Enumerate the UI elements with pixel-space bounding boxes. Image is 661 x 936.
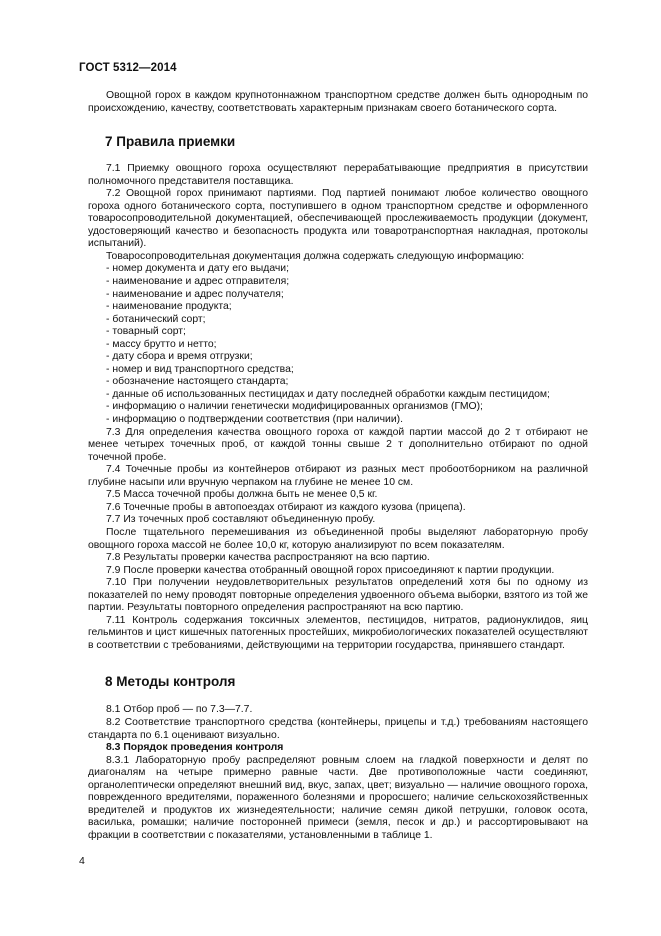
clause-7-2: 7.2 Овощной горох принимают партиями. Под партией понимают любое количество овощного гороха одного ботанического сорта, поступившего в одном транспортном средстве и оформленного товаросопроводительной документацией, обеспечивающей прослеживаемость продукции (документ, удостоверяющий качество и безопасность продукта или товаротранспортная накладная, протоколы испытаний).	[88, 188, 588, 250]
list-item: - данные об использованных пестицидах и дату последней обработки каждым пестицидом;	[106, 388, 550, 400]
document-code-header: ГОСТ 5312—2014	[79, 62, 177, 74]
clause-7-7: 7.7 Из точечных проб составляют объединенную пробу.	[106, 514, 376, 526]
clause-7-4: 7.4 Точечные пробы из контейнеров отбирают из разных мест пробоотборником на различной глубине насыпи или вручную черпаком на глубине не менее 10 см.	[88, 464, 588, 488]
clause-7-10: 7.10 При получении неудовлетворительных результатов определений хотя бы по одному из показателей по нему проводят повторные определения удвоенного объема выборки, взятого из той же партии. Результаты повторного определения распространяют на всю партию.	[88, 577, 588, 614]
intro-paragraph: Овощной горох в каждом крупнотоннажном транспортном средстве должен быть однородным по происхождению, качеству, соответствовать характерным признакам своего ботанического сорта.	[88, 90, 588, 114]
list-item: - информацию о подтверждении соответствия (при наличии).	[106, 414, 403, 426]
list-item: - ботанический сорт;	[106, 313, 206, 325]
clause-7-1: 7.1 Приемку овощного гороха осуществляют перерабатывающие предприятия в присутствии полномочного представителя поставщика.	[88, 163, 588, 187]
clause-7-6: 7.6 Точечные пробы в автопоездах отбирают из каждого кузова (прицепа).	[106, 501, 466, 513]
list-item: - наименование и адрес отправителя;	[106, 276, 290, 288]
clause-8-3-heading: 8.3 Порядок проведения контроля	[106, 742, 284, 754]
list-item: - дату сбора и время отгрузки;	[106, 351, 253, 363]
documentation-list	[88, 263, 588, 426]
list-item: - массу брутто и нетто;	[106, 338, 217, 350]
list-item: - наименование продукта;	[106, 301, 232, 313]
clause-7-7-continued: После тщательного перемешивания из объединенной пробы выделяют лабораторную пробу овощного гороха массой не более 10,0 кг, которую анализируют по всем показателям.	[88, 526, 588, 551]
list-item: - номер документа и дату его выдачи;	[106, 263, 289, 275]
clause-7-5: 7.5 Масса точечной пробы должна быть не менее 0,5 кг.	[106, 489, 378, 501]
clause-7-11: 7.11 Контроль содержания токсичных элементов, пестицидов, нитратов, радионуклидов, яиц гельминтов и цист кишечных патогенных простейших, микробиологических показателей осуществляют в соответствии с требованиями, действующими на территории государства, принявшего стандарт.	[88, 614, 588, 651]
clause-8-2: 8.2 Соответствие транспортного средства (контейнеры, прицепы и т.д.) требованиям настоящего стандарта по 6.1 оценивают визуально.	[88, 716, 588, 741]
clause-7-8: 7.8 Результаты проверки качества распространяют на всю партию.	[106, 552, 430, 564]
document-body	[88, 90, 588, 842]
page-number: 4	[79, 855, 85, 867]
section-8-heading: 8 Методы контроля	[105, 674, 236, 690]
clause-8-3-1: 8.3.1 Лабораторную пробу распределяют ровным слоем на гладкой поверхности и делят по диагоналям на четыре примерно равные части. Две противоположные части соединяют, органолептически определяют внешний вид, вкус, запах, цвет; визуально — наличие овощного гороха, поврежденного вредителями, пораженного болезнями и проросшего; наличие сельскохозяйственных вредителей и продуктов их жизнедеятельности; наличие семян дикой петрушки, головок осота, василька, ромашки; наличие посторонней примеси (земля, песок и др.) и рассортировывают на фракции в соответствии с показателями, установленными в таблице 1.	[88, 754, 588, 841]
list-item: - обозначение настоящего стандарта;	[106, 376, 289, 388]
section-7-heading: 7 Правила приемки	[105, 134, 236, 150]
list-item: - товарный сорт;	[106, 326, 186, 338]
list-item: - номер и вид транспортного средства;	[106, 363, 294, 375]
clause-7-9: 7.9 После проверки качества отобранный овощной горох присоединяют к партии продукции.	[106, 564, 555, 576]
list-item: - наименование и адрес получателя;	[106, 288, 284, 300]
list-item: - информацию о наличии генетически модифицированных организмов (ГМО);	[106, 401, 483, 413]
documentation-intro: Товаросопроводительная документация должна содержать следующую информацию:	[106, 250, 525, 262]
clause-8-1: 8.1 Отбор проб — по 7.3—7.7.	[106, 704, 253, 716]
clause-7-3: 7.3 Для определения качества овощного гороха от каждой партии массой до 2 т отбирают не менее четырех точечных проб, от каждой тонны свыше 2 т дополнительно отбирают по одной точечной пробе.	[88, 426, 588, 463]
